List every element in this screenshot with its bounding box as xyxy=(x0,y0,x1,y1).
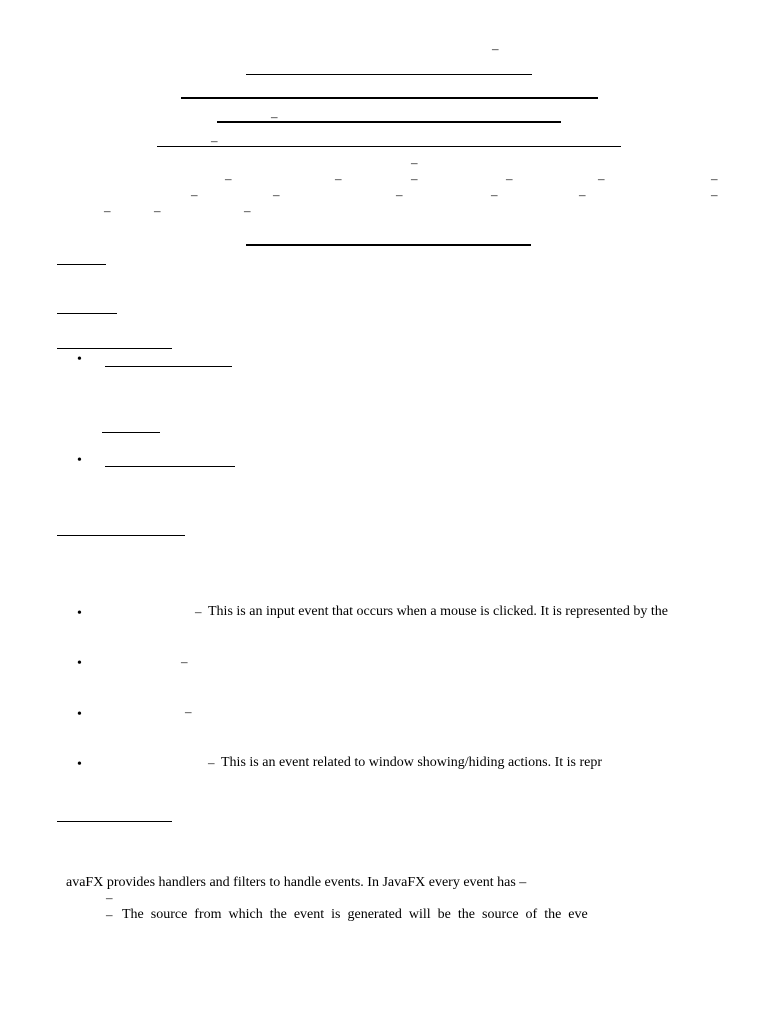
meta-dash: – xyxy=(491,187,498,202)
meta-dash: – xyxy=(711,171,718,186)
mouse-event-description: This is an input event that occurs when a mouse is clicked. It is represented by the xyxy=(208,604,668,619)
event-dash: – xyxy=(185,704,192,719)
event-dash: – xyxy=(195,604,202,619)
event-dash: – xyxy=(208,755,215,770)
meta-dash: – xyxy=(711,187,718,202)
title-underline-1 xyxy=(246,74,532,75)
target-dash: – xyxy=(106,890,113,905)
list-bullet: • xyxy=(77,453,82,468)
title-underline-3 xyxy=(217,121,561,123)
list-bullet: • xyxy=(77,656,82,671)
heading-underline-types-of-events xyxy=(57,535,185,536)
meta-dash: – xyxy=(335,171,342,186)
meta-dash: – xyxy=(506,171,513,186)
meta-dash: – xyxy=(579,187,586,202)
section-title-underline xyxy=(246,244,531,246)
meta-dash: – xyxy=(396,187,403,202)
meta-dash: – xyxy=(191,187,198,202)
event-handling-intro: avaFX provides handlers and filters to handle events. In JavaFX every event has – xyxy=(66,875,527,890)
event-source-description: The source from which the event is generated will be the source of the eve xyxy=(122,907,588,922)
list-bullet: • xyxy=(77,606,82,621)
meta-dash: – xyxy=(244,203,251,218)
meta-dash: – xyxy=(273,187,280,202)
title-underline-2 xyxy=(181,97,598,99)
source-dash: – xyxy=(106,907,113,922)
meta-dash: – xyxy=(411,171,418,186)
window-event-description: This is an event related to window showing/hiding actions. It is repr xyxy=(221,755,603,770)
title-dash: – xyxy=(492,41,499,56)
list-bullet: • xyxy=(77,757,82,772)
meta-dash: – xyxy=(598,171,605,186)
title-dash: – xyxy=(271,109,278,124)
heading-underline xyxy=(57,348,172,349)
meta-dash: – xyxy=(225,171,232,186)
event-dash: – xyxy=(181,654,188,669)
meta-dash: – xyxy=(104,203,111,218)
sub-heading-underline xyxy=(102,432,160,433)
meta-dash: – xyxy=(411,155,418,170)
title-underline-4 xyxy=(157,146,621,147)
list-item-underline xyxy=(105,366,232,367)
list-bullet: • xyxy=(77,352,82,367)
title-dash: – xyxy=(211,133,218,148)
heading-underline-event-handling xyxy=(57,821,172,822)
heading-underline xyxy=(57,313,117,314)
heading-underline xyxy=(57,264,106,265)
meta-dash: – xyxy=(154,203,161,218)
list-bullet: • xyxy=(77,707,82,722)
list-item-underline xyxy=(105,466,235,467)
